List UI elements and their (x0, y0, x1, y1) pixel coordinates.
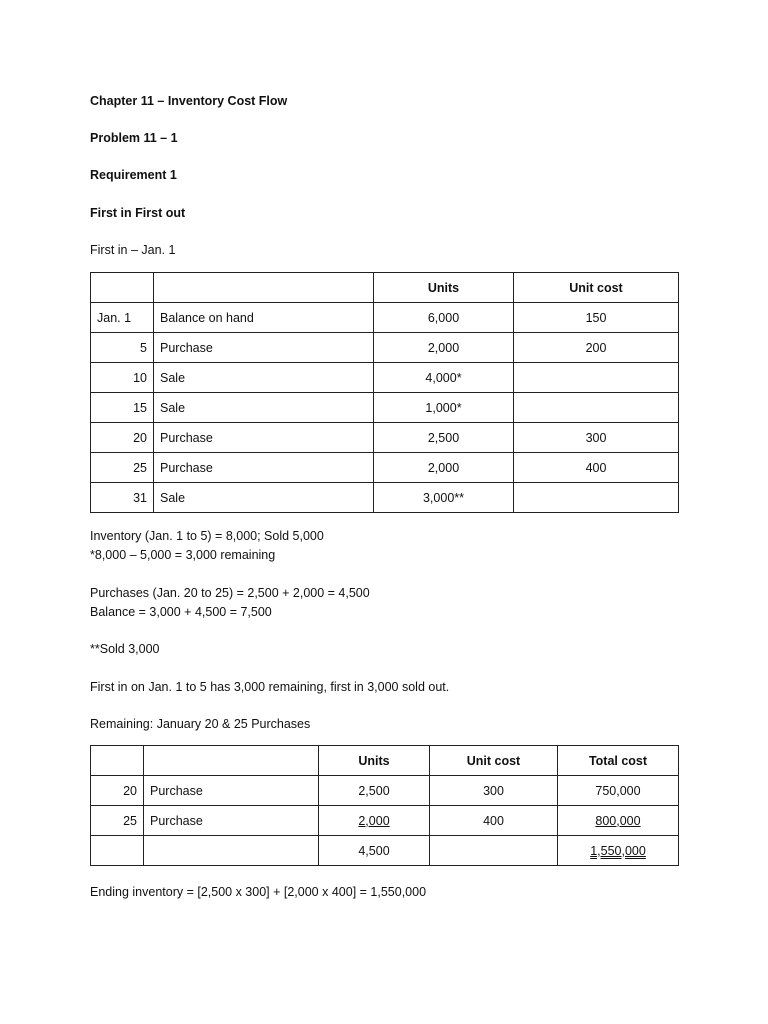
ending-inventory-note: Ending inventory = [2,500 x 300] + [2,000 x 400] = 1,550,000 (90, 885, 427, 899)
chapter-title: Chapter 11 – Inventory Cost Flow (90, 94, 288, 108)
date-cell: 25 (91, 453, 154, 483)
problem-title: Problem 11 – 1 (90, 131, 178, 145)
header-cell (144, 746, 319, 776)
unit-cost-header: Unit cost (514, 273, 679, 303)
table-header-row (91, 746, 679, 776)
units-underlined: 2,000 (358, 813, 390, 828)
units-cell: 2,000 (374, 453, 514, 483)
table-row (91, 363, 679, 393)
table-header-row (91, 273, 679, 303)
date-cell: 5 (91, 333, 154, 363)
desc-cell: Balance on hand (154, 303, 374, 333)
first-in-note: First in on Jan. 1 to 5 has 3,000 remaining, first in 3,000 sold out. (90, 680, 450, 694)
date-cell: Jan. 1 (91, 303, 154, 333)
header-cell (91, 273, 154, 303)
date-cell: 20 (91, 423, 154, 453)
units-cell: 2,500 (319, 776, 430, 806)
table-row (91, 303, 679, 333)
table-row (91, 776, 679, 806)
table-row (91, 806, 679, 836)
desc-cell: Sale (154, 363, 374, 393)
cost-cell: 400 (514, 453, 679, 483)
table-row (91, 333, 679, 363)
total-cost-header: Total cost (558, 746, 679, 776)
desc-cell: Sale (154, 483, 374, 513)
units-cell: 2,500 (374, 423, 514, 453)
cost-cell (514, 393, 679, 423)
desc-cell: Purchase (154, 453, 374, 483)
date-cell: 15 (91, 393, 154, 423)
date-cell: 20 (91, 776, 144, 806)
units-total-cell: 4,500 (319, 836, 430, 866)
cost-cell (430, 836, 558, 866)
table-row (91, 423, 679, 453)
cost-cell (514, 363, 679, 393)
inventory-note: Inventory (Jan. 1 to 5) = 8,000; Sold 5,000 (90, 529, 324, 543)
desc-cell: Purchase (144, 776, 319, 806)
date-cell: 25 (91, 806, 144, 836)
units-cell: 6,000 (374, 303, 514, 333)
unit-cost-header: Unit cost (430, 746, 558, 776)
table-row (91, 393, 679, 423)
cost-cell: 200 (514, 333, 679, 363)
desc-cell: Purchase (154, 333, 374, 363)
header-cell (91, 746, 144, 776)
units-cell: 1,000* (374, 393, 514, 423)
table-row (91, 453, 679, 483)
sold-note: **Sold 3,000 (90, 642, 160, 656)
first-in-label: First in – Jan. 1 (90, 243, 176, 257)
units-cell (319, 806, 430, 836)
remaining-table (90, 745, 679, 866)
date-cell: 10 (91, 363, 154, 393)
units-header: Units (319, 746, 430, 776)
inventory-table (90, 272, 679, 513)
cost-cell: 150 (514, 303, 679, 333)
cost-cell: 300 (430, 776, 558, 806)
desc-cell (144, 836, 319, 866)
desc-cell: Sale (154, 393, 374, 423)
table-row (91, 483, 679, 513)
desc-cell: Purchase (144, 806, 319, 836)
cost-cell: 300 (514, 423, 679, 453)
units-cell: 2,000 (374, 333, 514, 363)
cost-cell (514, 483, 679, 513)
total-cell: 750,000 (558, 776, 679, 806)
remaining-note: *8,000 – 5,000 = 3,000 remaining (90, 548, 276, 562)
remaining-heading: Remaining: January 20 & 25 Purchases (90, 717, 311, 731)
header-cell (154, 273, 374, 303)
units-cell: 3,000** (374, 483, 514, 513)
date-cell: 31 (91, 483, 154, 513)
total-row (91, 836, 679, 866)
grand-total-cell (558, 836, 679, 866)
units-cell: 4,000* (374, 363, 514, 393)
total-underlined: 800,000 (595, 813, 641, 828)
date-cell (91, 836, 144, 866)
requirement-title: Requirement 1 (90, 168, 177, 182)
units-header: Units (374, 273, 514, 303)
grand-total-underlined: 1,550,000 (590, 843, 646, 858)
purchases-note: Purchases (Jan. 20 to 25) = 2,500 + 2,000 = 4,500 (90, 586, 370, 600)
method-title: First in First out (90, 206, 186, 220)
cost-cell: 400 (430, 806, 558, 836)
desc-cell: Purchase (154, 423, 374, 453)
total-cell (558, 806, 679, 836)
balance-note: Balance = 3,000 + 4,500 = 7,500 (90, 605, 272, 619)
